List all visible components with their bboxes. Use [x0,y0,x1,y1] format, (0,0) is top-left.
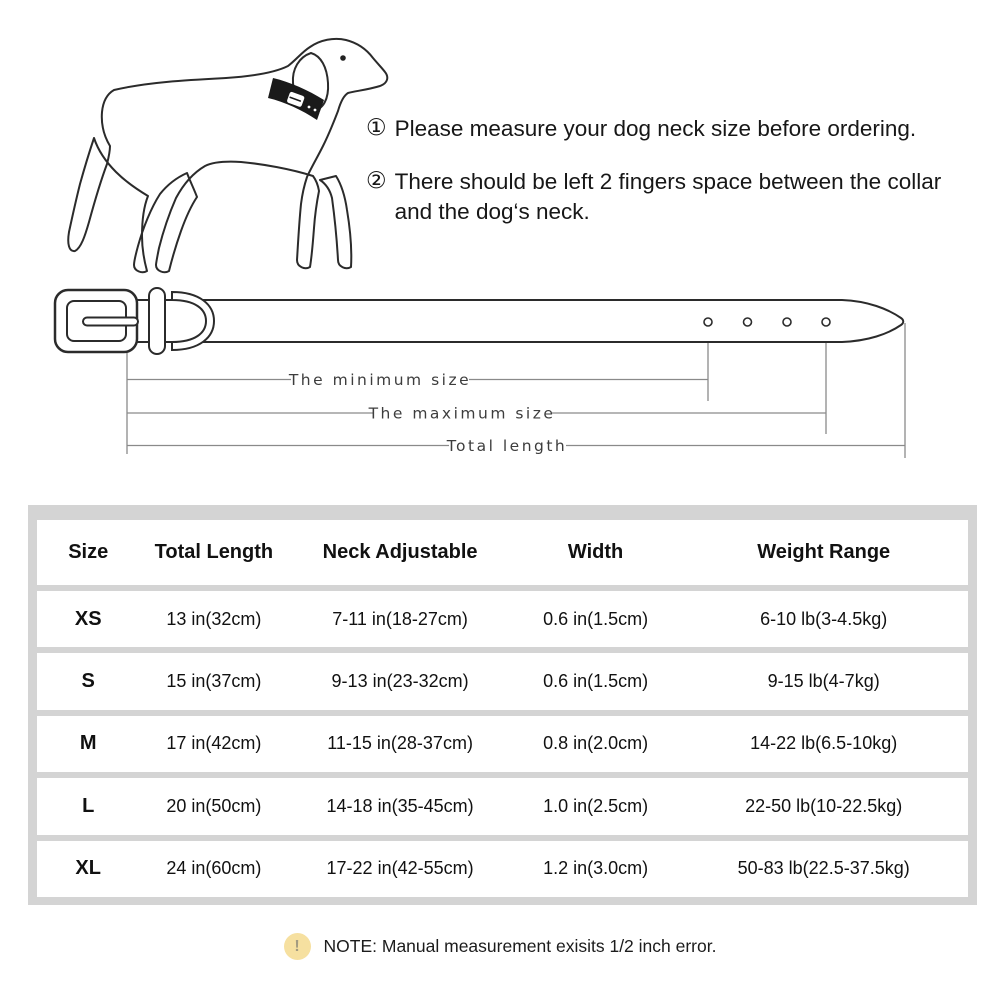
cell-neck-adjustable: 7-11 in(18-27cm) [332,608,468,629]
cell-total-length: 15 in(37cm) [166,671,262,692]
instruction-text-2: There should be left 2 fingers space between the collar and the dog‘s neck. [394,168,942,224]
cell-weight-range: 14-22 lb(6.5-10kg) [750,733,898,754]
label-minimum-size: The minimum size [288,371,472,389]
instruction-item-2 [366,167,988,227]
exclamation-icon: ! [284,933,311,960]
cell-total-length: 17 in(42cm) [166,733,262,754]
cell-neck-adjustable: 11-15 in(28-37cm) [327,733,473,754]
table-header-row [37,520,968,585]
circled-number-1: ① [366,115,387,141]
cell-neck-adjustable: 17-22 in(42-55cm) [326,858,474,879]
cell-total-length: 13 in(32cm) [166,608,262,629]
cell-size: XS [74,607,102,630]
size-table [28,505,977,905]
cell-size: XL [75,857,101,880]
cell-width: 1.2 in(3.0cm) [543,858,649,879]
cell-width: 1.0 in(2.5cm) [543,795,649,816]
instruction-item-1 [366,114,988,144]
cell-size: S [81,670,95,693]
cell-weight-range: 9-15 lb(4-7kg) [767,671,880,692]
dog-illustration [58,20,396,278]
dog-far-front-leg [320,176,351,268]
table-row-xl [37,841,968,897]
keeper-loop [149,288,165,354]
strap-hole-3 [783,318,791,326]
cell-size: M [79,732,97,755]
cell-neck-adjustable: 9-13 in(23-32cm) [331,671,469,692]
table-row-s [37,653,968,709]
note-row [0,933,1000,960]
table-row-xs [37,591,968,647]
table-row-m [37,716,968,772]
strap-hole-1 [704,318,712,326]
cell-total-length: 20 in(50cm) [166,795,262,816]
strap-hole-2 [744,318,752,326]
note-text: NOTE: Manual measurement exisits 1/2 inch error. [323,936,717,956]
cell-total-length: 24 in(60cm) [166,858,262,879]
cell-weight-range: 22-50 lb(10-22.5kg) [745,795,903,816]
cell-neck-adjustable: 14-18 in(35-45cm) [326,795,474,816]
cell-width: 0.8 in(2.0cm) [543,733,649,754]
instructions-block [366,114,988,227]
table-row-l [37,778,968,834]
label-maximum-size: The maximum size [368,404,556,423]
instruction-text-1: Please measure your dog neck size before ordering. [394,116,917,141]
header-neck-adjustable: Neck Adjustable [322,540,478,563]
cell-width: 0.6 in(1.5cm) [543,671,649,692]
dog-collar-hole [314,109,317,112]
buckle-pin [83,318,138,326]
collar-measurement-diagram [0,280,1000,475]
label-total-length: Total length [446,437,568,455]
cell-width: 0.6 in(1.5cm) [543,608,649,629]
header-size: Size [68,540,109,563]
circled-number-2: ② [366,167,387,194]
dog-eye [340,55,346,61]
header-weight-range: Weight Range [757,540,891,563]
dog-collar-hole [320,112,323,115]
header-width: Width [567,540,624,563]
header-total-length: Total Length [154,540,274,563]
dog-collar-hole [308,106,311,109]
strap-hole-4 [822,318,830,326]
cell-weight-range: 50-83 lb(22.5-37.5kg) [737,858,910,879]
cell-weight-range: 6-10 lb(3-4.5kg) [760,608,888,629]
cell-size: L [82,794,95,817]
